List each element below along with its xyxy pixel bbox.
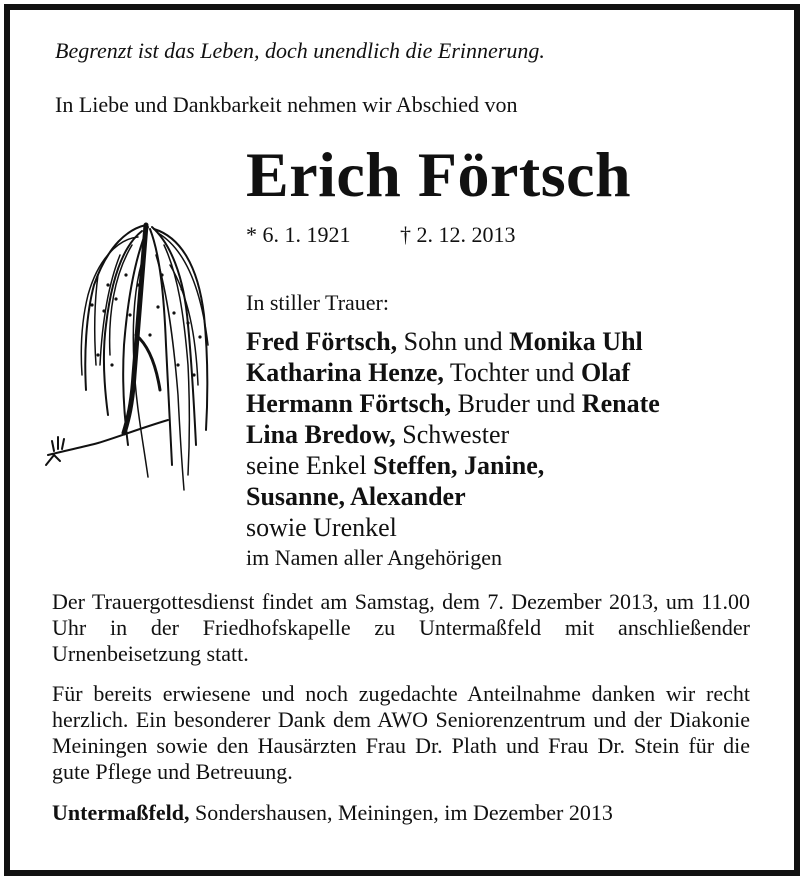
mourner-relation: Sohn und: [397, 327, 510, 356]
mourner-line: [246, 326, 660, 357]
mourners-list: [246, 326, 660, 543]
family-note: im Namen aller Angehörigen: [246, 545, 502, 570]
mourner-relation: sowie Urenkel: [246, 513, 397, 542]
mourner-name: Lina Bredow,: [246, 420, 396, 449]
intro-line: In Liebe und Dankbarkeit nehmen wir Abschied von: [55, 92, 518, 117]
death-date: † 2. 12. 2013: [400, 222, 516, 247]
mourner-name: Renate: [581, 389, 660, 418]
mourner-name: Olaf: [580, 358, 631, 387]
mourner-line: [246, 481, 660, 512]
mourner-line: [246, 419, 660, 450]
footer-place-bold: Untermaßfeld,: [52, 800, 190, 825]
footer-places: [52, 800, 613, 826]
birth-date: * 6. 1. 1921: [246, 222, 351, 247]
mourner-name: Susanne, Alexander: [246, 482, 466, 511]
mourning-heading: In stiller Trauer:: [246, 290, 389, 315]
mourner-relation: Bruder und: [451, 389, 582, 418]
weeping-willow-icon: [38, 215, 218, 505]
mourner-relation: Schwester: [395, 420, 510, 449]
footer-place-rest: Sondershausen, Meiningen, im Dezember 2013: [189, 800, 613, 825]
mourner-relation: Tochter und: [443, 358, 581, 387]
mourner-name: Steffen, Janine,: [373, 451, 545, 480]
mourner-name: Fred Förtsch,: [246, 327, 398, 356]
motto: Begrenzt ist das Leben, doch unendlich die Erinnerung.: [55, 38, 545, 63]
mourner-name: Katharina Henze,: [246, 358, 444, 387]
mourner-relation: seine Enkel: [246, 451, 374, 480]
mourner-line: [246, 357, 660, 388]
service-paragraph: Der Trauergottesdienst findet am Samstag, dem 7. Dezember 2013, um 11.00 Uhr in der Friedhofskapelle zu Untermaßfeld mit anschließender Urnenbeisetzung statt.: [52, 589, 750, 666]
thanks-paragraph: Für bereits erwiesene und noch zugedachte Anteilnahme danken wir recht herzlich. Ein besonderer Dank dem AWO Seniorenzentrum und der Diakonie Meiningen sowie den Hausärzten Frau Dr. Plath und Frau Dr. Stein für die gute Pflege und Betreuung.: [52, 681, 750, 784]
mourner-line: [246, 512, 660, 543]
mourner-line: [246, 388, 660, 419]
mourner-name: Monika Uhl: [509, 327, 643, 356]
mourner-line: [246, 450, 660, 481]
mourner-name: Hermann Förtsch,: [246, 389, 452, 418]
life-dates: [246, 222, 516, 248]
deceased-name: Erich Förtsch: [246, 139, 632, 210]
